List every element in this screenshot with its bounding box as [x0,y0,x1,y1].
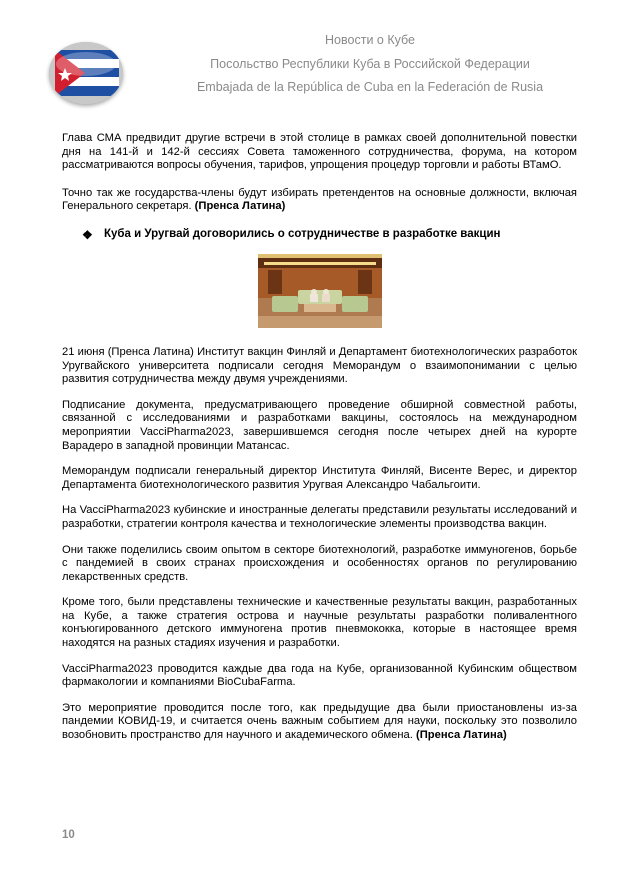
article-paragraph-2: Подписание документа, предусматривающего проведение обширной совместной работы, связанной с исследованиями и разработками вакцины, состоялось на международном мероприятии VacciPharma2023, завершившемся сегодня после четырех дней на курорте Варадеро в западной провинции Матансас. [62,398,577,452]
article-source-label: (Пренса Латина) [416,729,507,742]
header-embassy-ru: Посольство Республики Куба в Российской Федерации [210,57,530,71]
article-paragraph-3: Меморандум подписали генеральный директор Института Финляй, Висенте Верес, и директор Департамента биотехнологического развития Уругвая Александро Чабальгоити. [62,465,577,491]
header-title: Новости о Кубе [325,33,415,47]
cuba-flag-graphic [49,42,123,104]
intro-paragraph-1: Глава СМА предвидит другие встречи в этой столице в рамках своей дополнительной повестки дня на 141-й и 142-й сессиях Совета таможенного сотрудничества, форума, на котором рассматриваются вопросы обучения, тарифов, упрощения процедур торговли и работы ВТамО. [62,132,577,172]
article-heading [62,228,577,240]
article-paragraph-1: 21 июня (Пренса Латина) Институт вакцин Финляй и Департамент биотехнологических разработок Уругвайского университета подписали сегодня Меморандум о взаимопонимании с целью развития сотрудничества между двумя учреждениями. [62,345,577,386]
intro-paragraph-2-text: Точно так же государства-члены будут избирать претендентов на основные должности, включая Генерального секретаря. [62,186,577,213]
page-header [0,0,620,120]
document-body [62,132,577,755]
article-heading-text: Куба и Уругвай договорились о сотрудничестве в разработке вакцин [104,227,501,240]
header-embassy-es: Embajada de la República de Cuba en la Federación de Rusia [196,80,544,94]
article-paragraph-7: VacciPharma2023 проводится каждые два года на Кубе, организованной Кубинским обществом фармакологии и компаниями BioCubaFarma. [62,662,577,689]
page-number: 10 [62,829,75,841]
intro-source-label: (Пренса Латина) [194,200,286,213]
article-paragraph-8 [62,702,577,743]
cuba-flag-emblem-icon [49,42,123,104]
diamond-bullet-icon: ❖ [82,227,93,242]
article-paragraph-8-text: Это мероприятие проводится после того, как предыдущие два были приостановлены из-за пандемии КОВИД-19, и считается очень важным событием для науки, поскольку это позволило возобновить пространство для научного и академического обмена. [62,701,577,742]
meeting-room-photo [258,254,382,328]
article-paragraph-6: Кроме того, были представлены технические и качественные результаты вакцин, разработанных на Кубе, а также стратегия острова и научные результаты разработки поливалентного конъюгированного детского иммуногена против пневмококка, которые в настоящее время находятся на разных стадиях изучения и разработки. [62,596,577,650]
intro-paragraph-2 [62,187,577,214]
article-photo-container [62,254,577,328]
article-paragraph-5: Они также поделились своим опытом в секторе биотехнологий, разработке иммуногенов, борьбе с пандемией в своих странах происхождения и особенностях органов по регулированию лекарственных средств. [62,543,577,583]
article-paragraph-4: На VacciPharma2023 кубинские и иностранные делегаты представили результаты исследований и разработки, стратегии контроля качества и технологические элементы производства вакцин. [62,504,577,530]
